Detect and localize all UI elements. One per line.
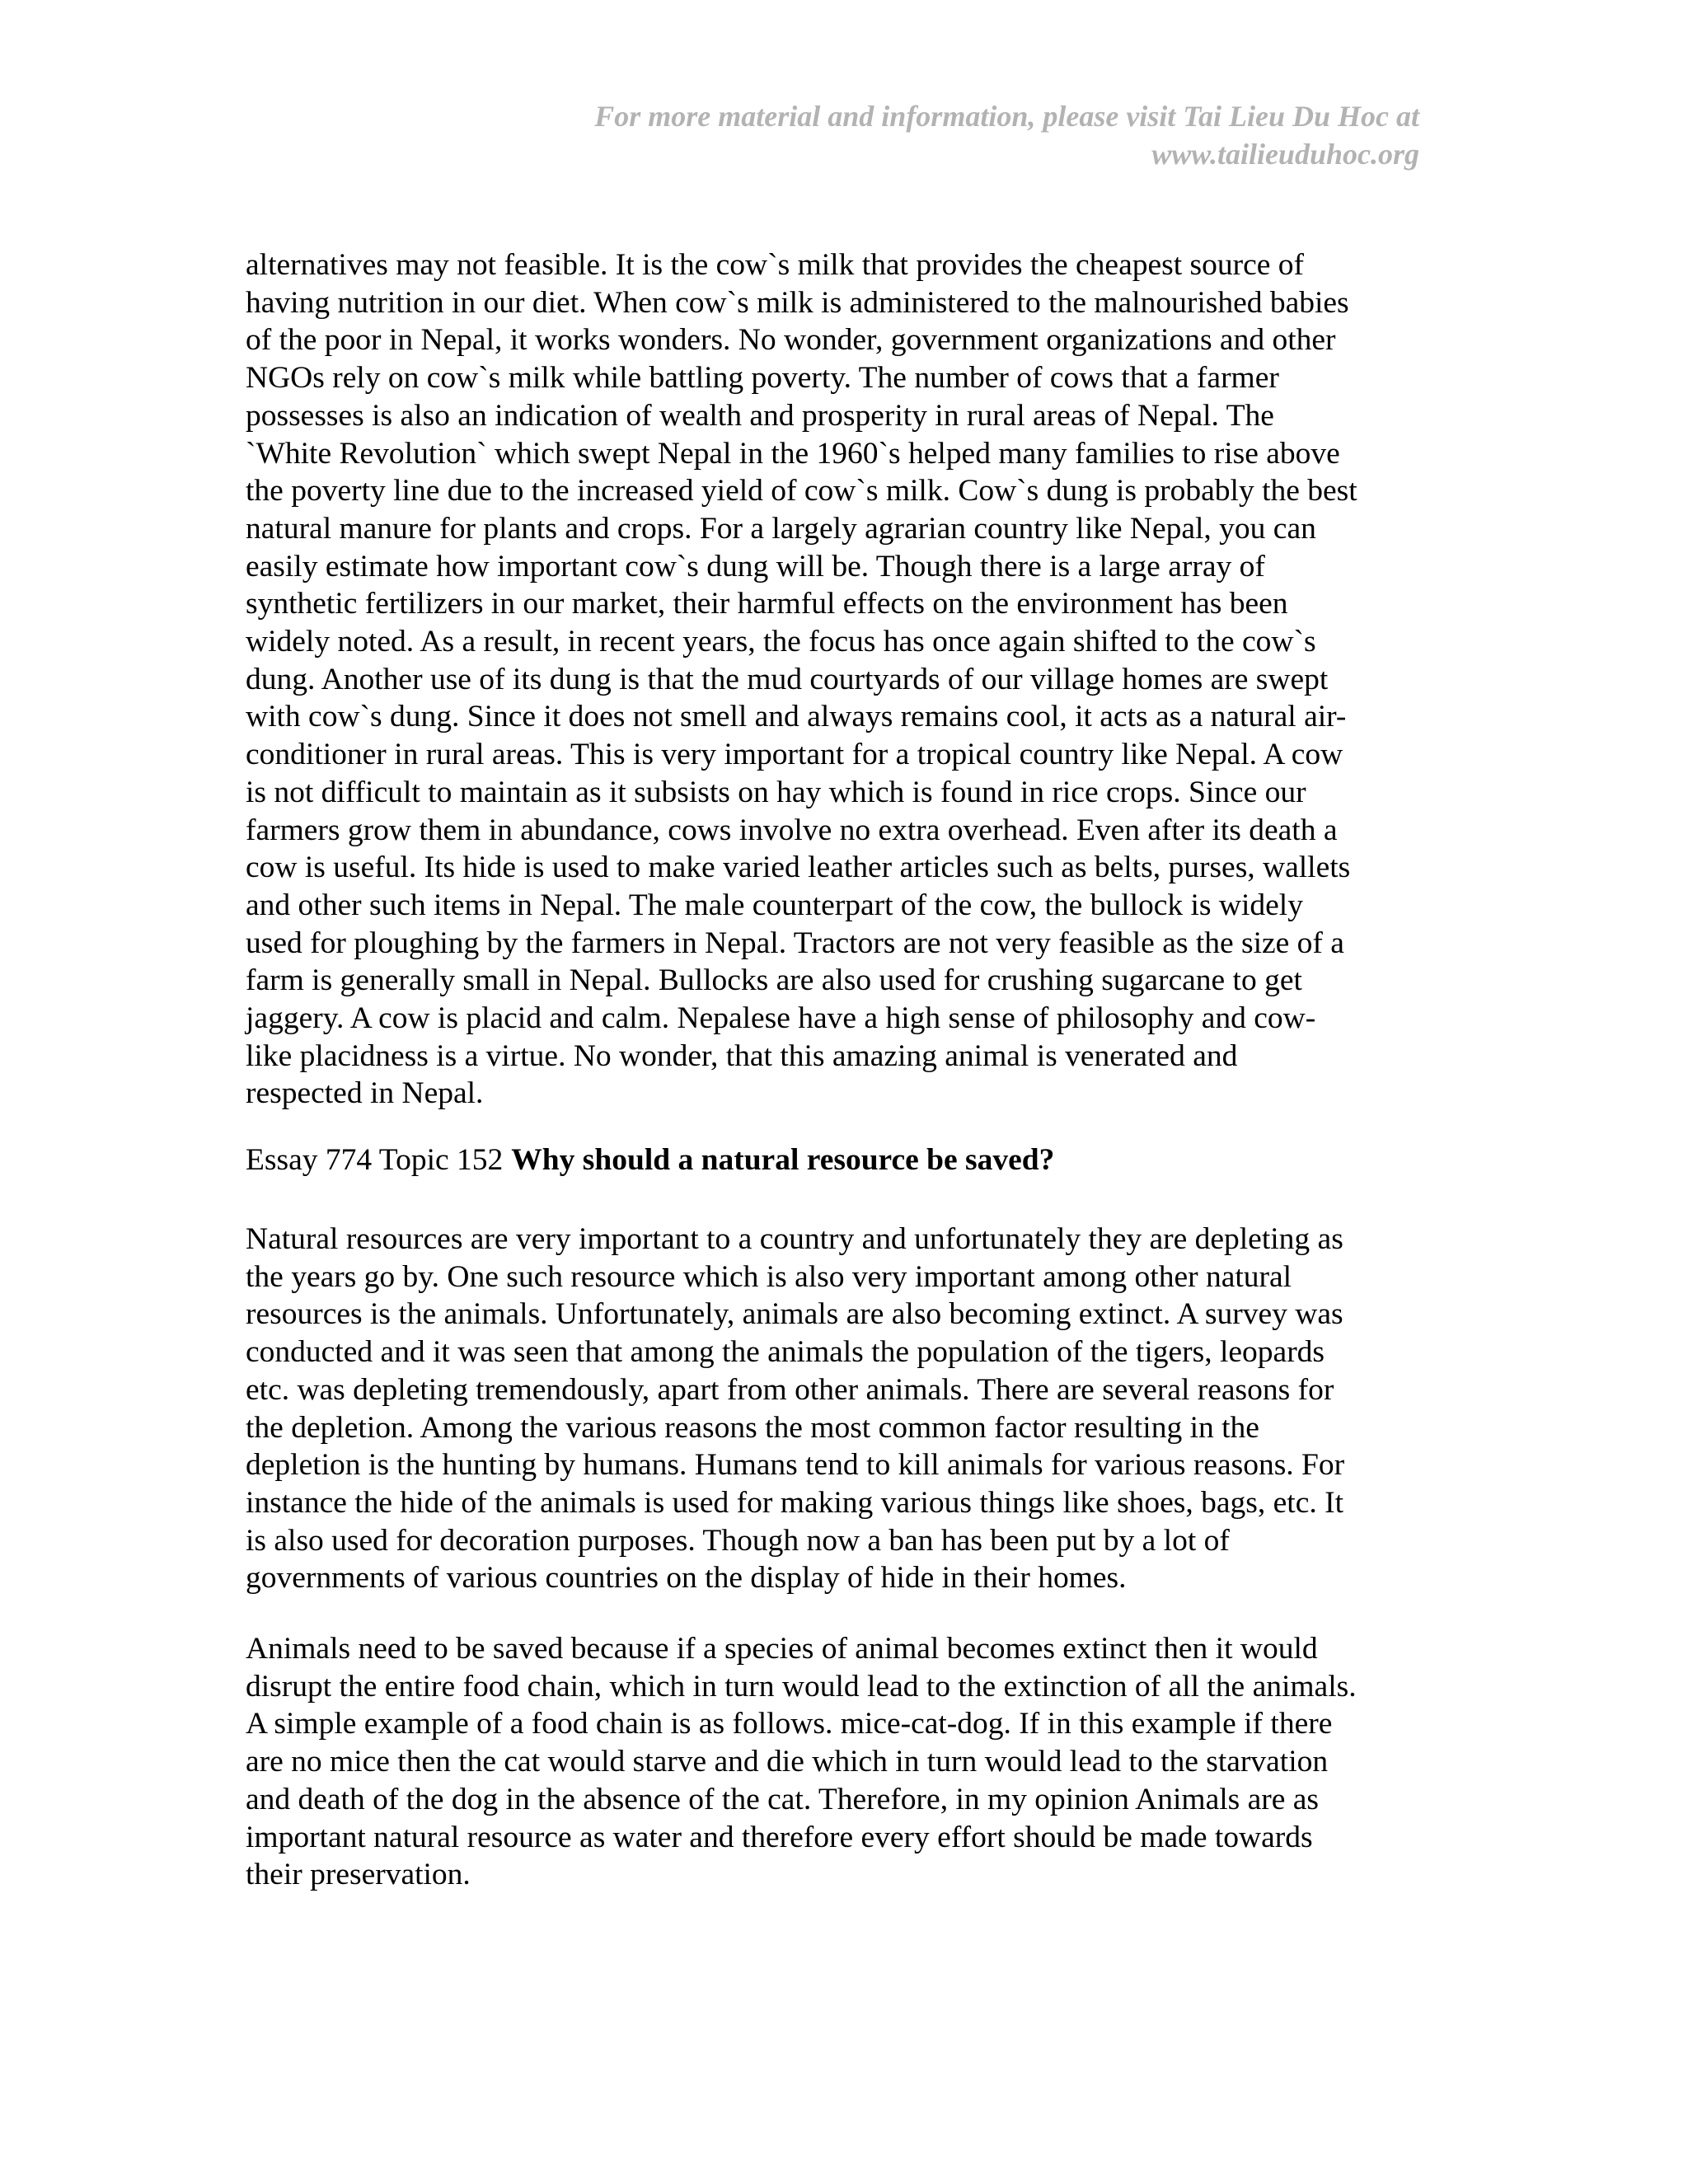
text-line: having nutrition in our diet. When cow`s milk is administered to the malnourished babies: [246, 285, 1349, 320]
text-line: used for ploughing by the farmers in Nepal. Tractors are not very feasible as the size of a: [246, 926, 1344, 960]
text-line: conditioner in rural areas. This is very important for a tropical country like Nepal. A cow: [246, 738, 1343, 772]
text-line: instance the hide of the animals is used for making various things like shoes, bags, etc. It: [246, 1485, 1344, 1520]
text-line: conducted and it was seen that among the animals the population of the tigers, leopards: [246, 1335, 1325, 1370]
text-line: governments of various countries on the display of hide in their homes.: [246, 1561, 1127, 1596]
paragraph-food-chain: [246, 1630, 1432, 1894]
text-line: resources is the animals. Unfortunately, animals are also becoming extinct. A survey was: [246, 1297, 1343, 1332]
text-line: alternatives may not feasible. It is the cow`s milk that provides the cheapest source of: [246, 248, 1304, 282]
text-line: and death of the dog in the absence of the cat. Therefore, in my opinion Animals are as: [246, 1782, 1320, 1816]
text-line: dung. Another use of its dung is that the mud courtyards of our village homes are swept: [246, 662, 1329, 696]
paragraph-cow-importance: [246, 246, 1432, 1113]
text-line: easily estimate how important cow`s dung will be. Though there is a large array of: [246, 549, 1265, 583]
text-line: widely noted. As a result, in recent years, the focus has once again shifted to the cow`s: [246, 625, 1316, 659]
text-line: is not difficult to maintain as it subsists on hay which is found in rice crops. Since our: [246, 775, 1306, 809]
text-line: the poverty line due to the increased yield of cow`s milk. Cow`s dung is probably the best: [246, 474, 1357, 509]
text-line: and other such items in Nepal. The male counterpart of the cow, the bullock is widely: [246, 888, 1303, 922]
text-line: cow is useful. Its hide is used to make varied leather articles such as belts, purses, wallets: [246, 851, 1351, 885]
text-line: respected in Nepal.: [246, 1076, 484, 1111]
text-line: Natural resources are very important to a country and unfortunately they are depleting as: [246, 1222, 1343, 1256]
text-line: are no mice then the cat would starve and die which in turn would lead to the starvation: [246, 1745, 1329, 1779]
text-line: depletion is the hunting by humans. Humans tend to kill animals for various reasons. For: [246, 1448, 1345, 1483]
text-line: NGOs rely on cow`s milk while battling poverty. The number of cows that a farmer: [246, 361, 1279, 396]
header-note-line-1: For more material and information, please visit Tai Lieu Du Hoc at: [594, 100, 1419, 133]
essay-topic-label: Essay 774 Topic 152: [246, 1143, 504, 1177]
text-line: `White Revolution` which swept Nepal in the 1960`s helped many families to rise above: [246, 436, 1340, 471]
text-line: synthetic fertilizers in our market, their harmful effects on the environment has been: [246, 587, 1288, 621]
header-note: [462, 97, 1419, 173]
text-line: Animals need to be saved because if a species of animal becomes extinct then it would: [246, 1632, 1318, 1666]
text-line: like placidness is a virtue. No wonder, that this amazing animal is venerated and: [246, 1038, 1238, 1073]
paragraph-natural-resources: [246, 1221, 1432, 1597]
text-line: farm is generally small in Nepal. Bullocks are also used for crushing sugarcane to get: [246, 963, 1302, 998]
text-line: possesses is also an indication of wealth and prosperity in rural areas of Nepal. The: [246, 398, 1274, 433]
text-line: is also used for decoration purposes. Though now a ban has been put by a lot of: [246, 1523, 1230, 1558]
essay-heading: [246, 1141, 1432, 1179]
text-line: with cow`s dung. Since it does not smell and always remains cool, it acts as a natural air-: [246, 700, 1347, 734]
text-line: A simple example of a food chain is as follows. mice-cat-dog. If in this example if there: [246, 1707, 1333, 1741]
text-line: etc. was depleting tremendously, apart from other animals. There are several reasons for: [246, 1372, 1334, 1407]
text-line: important natural resource as water and therefore every effort should be made towards: [246, 1820, 1313, 1854]
text-line: the years go by. One such resource which is also very important among other natural: [246, 1259, 1292, 1294]
text-line: farmers grow them in abundance, cows involve no extra overhead. Even after its death a: [246, 813, 1338, 847]
text-line: the depletion. Among the various reasons the most common factor resulting in the: [246, 1410, 1259, 1445]
text-line: disrupt the entire food chain, which in turn would lead to the extinction of all the animals.: [246, 1669, 1357, 1704]
essay-topic-title: Why should a natural resource be saved?: [511, 1143, 1055, 1177]
text-line: their preservation.: [246, 1858, 471, 1892]
text-line: of the poor in Nepal, it works wonders. No wonder, government organizations and other: [246, 323, 1336, 358]
header-note-line-2: www.tailieuduhoc.org: [1151, 138, 1419, 171]
text-line: natural manure for plants and crops. For a largely agrarian country like Nepal, you can: [246, 511, 1316, 546]
text-line: jaggery. A cow is placid and calm. Nepalese have a high sense of philosophy and cow-: [246, 1001, 1316, 1036]
